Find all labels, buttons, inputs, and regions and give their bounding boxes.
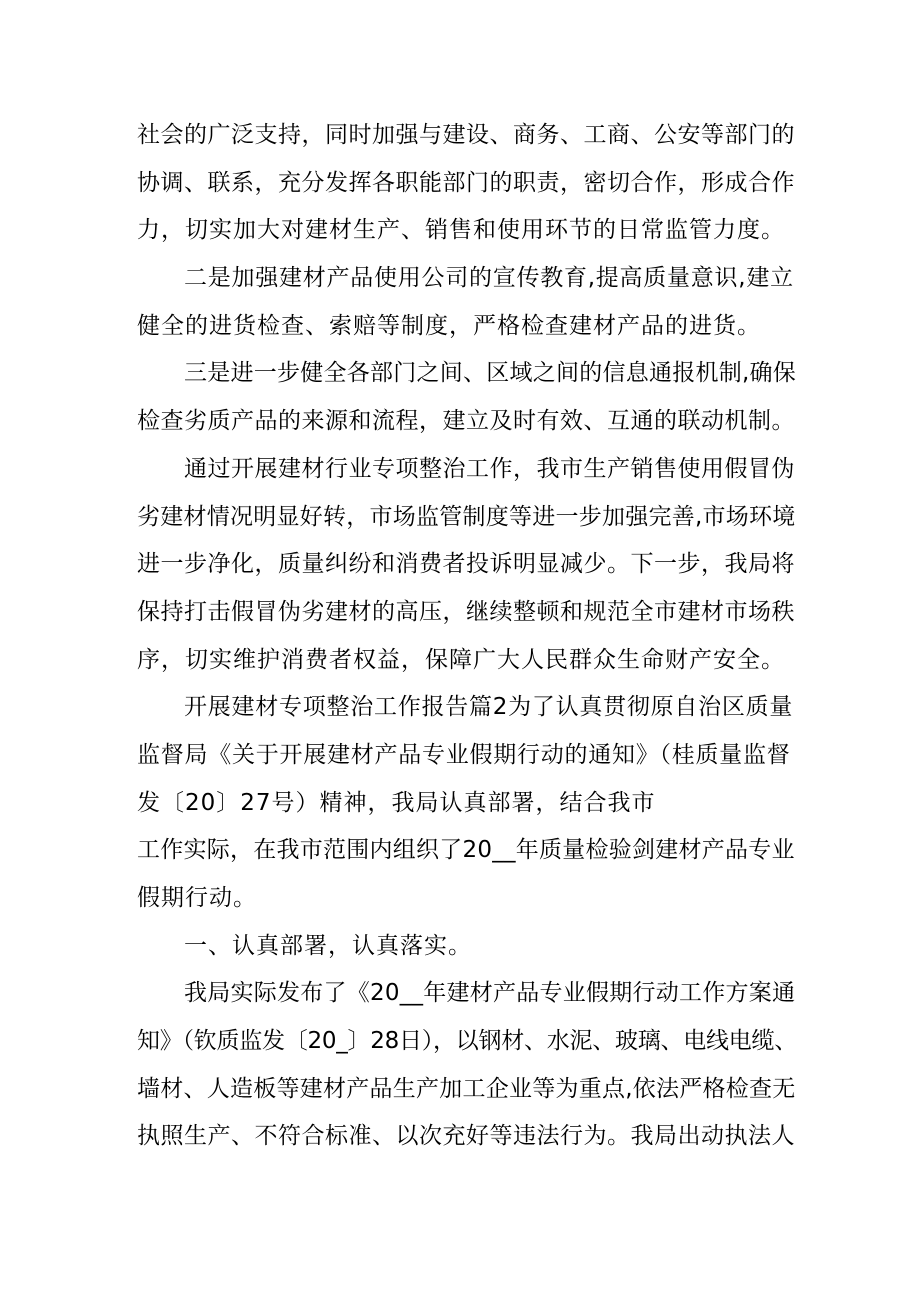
text-line: 工作实际，在我市范围内组织了20__年质量检验剑建材产品专业 (137, 837, 795, 864)
text-line: 二是加强建材产品使用公司的宣传教育,提高质量意识,建立 (184, 265, 794, 292)
text-line: 进一步净化，质量纠纷和消费者投诉明显减少。下一步，我局将 (137, 551, 795, 578)
text-line: 我局实际发布了《20__年建材产品专业假期行动工作方案通 (184, 980, 796, 1007)
text-line: 协调、联系，充分发挥各职能部门的职责，密切合作，形成合作 (137, 169, 795, 196)
text-line: 假期行动。 (137, 885, 257, 911)
text-line: 劣建材情况明显好转，市场监管制度等进一步加强完善,市场环境 (137, 503, 796, 530)
text-line: 保持打击假冒伪劣建材的高压，继续整顿和规范全市建材市场秩 (137, 598, 795, 625)
text-line: 开展建材专项整治工作报告篇2为了认真贯彻原自治区质量 (184, 694, 794, 721)
text-line: 执照生产、不符合标准、以次充好等违法行为。我局出动执法人 (137, 1123, 795, 1150)
text-line: 一、认真部署，认真落实。 (184, 932, 472, 959)
text-line: 检查劣质产品的来源和流程，建立及时有效、互通的联动机制。 (137, 408, 795, 435)
text-line: 通过开展建材行业专项整治工作，我市生产销售使用假冒伪 (184, 455, 795, 482)
document-body (137, 112, 797, 1161)
text-line: 社会的广泛支持，同时加强与建设、商务、工商、公安等部门的 (137, 122, 795, 148)
text-line: 知》（钦质监发〔20_〕28日），以钢材、水泥、玻璃、电线电缆、 (137, 1028, 797, 1055)
text-line: 健全的进货检查、索赔等制度，严格检查建材产品的进货。 (137, 312, 761, 339)
text-line: 序，切实维护消费者权益，保障广大人民群众生命财产安全。 (137, 646, 785, 673)
text-line: 监督局《关于开展建材产品专业假期行动的通知》（桂质量监督 (137, 741, 791, 768)
text-line: 三是进一步健全各部门之间、区域之间的信息通报机制,确保 (184, 360, 797, 387)
text-line: 发〔20〕27号）精神，我局认真部署，结合我市 (137, 789, 656, 816)
text-line: 墙材、人造板等建材产品生产加工企业等为重点,依法严格检查无 (137, 1075, 796, 1102)
text-line: 力，切实加大对建材生产、销售和使用环节的日常监管力度。 (137, 217, 785, 244)
